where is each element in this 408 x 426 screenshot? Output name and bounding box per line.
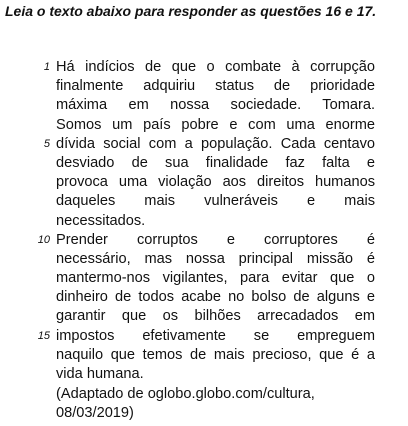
line-number: 5 xyxy=(43,137,50,150)
line-text: Prender corruptos e corruptores é xyxy=(56,231,375,248)
line-number: 15 xyxy=(37,329,50,342)
source-citation xyxy=(56,385,375,423)
line-text: naquilo que temos de mais precioso, que é a xyxy=(56,346,375,363)
passage-line xyxy=(0,173,408,192)
question-instruction: Leia o texto abaixo para responder as questões 16 e 17. xyxy=(5,3,377,19)
line-text: impostos efetivamente se empreguem xyxy=(56,327,375,344)
line-text: necessário, mas nossa principal missão é xyxy=(56,250,375,267)
line-text: máxima em nossa sociedade. Tomara. xyxy=(56,97,375,114)
passage-line xyxy=(0,77,408,96)
passage-line xyxy=(0,212,408,231)
passage-line xyxy=(0,231,408,250)
source-line-text: 08/03/2019) xyxy=(56,405,134,422)
line-text: Há indícios de que o combate à corrupção xyxy=(56,59,375,75)
line-text: Somos um país pobre e com uma enorme xyxy=(56,116,375,133)
passage-line xyxy=(0,365,408,384)
source-line-text: (Adaptado de oglobo.globo.com/cultura, xyxy=(56,386,315,402)
passage-line xyxy=(0,135,408,154)
passage-line xyxy=(0,58,408,77)
line-text: dinheiro de todos acabe no bolso de alguns e xyxy=(56,289,375,306)
passage-line xyxy=(0,307,408,326)
line-text: finalmente adquiriu status de prioridade xyxy=(56,78,375,95)
line-text: dívida social com a população. Cada centavo xyxy=(56,135,375,152)
passage-line xyxy=(0,154,408,173)
line-number: 1 xyxy=(43,61,50,73)
source-line xyxy=(56,404,375,423)
line-text: mantermo-nos vigilantes, para evitar que o xyxy=(56,270,375,287)
line-text: necessitados. xyxy=(56,212,146,229)
passage-line xyxy=(0,327,408,346)
source-line xyxy=(56,385,375,404)
text-passage xyxy=(0,58,408,384)
passage-line xyxy=(0,96,408,115)
passage-line xyxy=(0,116,408,135)
line-text: garantir que os bilhões arrecadados em xyxy=(56,308,375,325)
passage-line xyxy=(0,269,408,288)
line-text: daqueles mais vulneráveis e mais xyxy=(56,193,375,210)
line-text: desviado de sua finalidade faz falta e xyxy=(56,154,375,171)
line-text: provoca uma violação aos direitos humanos xyxy=(56,174,375,191)
passage-line xyxy=(0,288,408,307)
line-text: vida humana. xyxy=(56,366,144,382)
passage-line xyxy=(0,346,408,365)
passage-line xyxy=(0,250,408,269)
line-number: 10 xyxy=(37,233,50,246)
passage-line xyxy=(0,192,408,211)
